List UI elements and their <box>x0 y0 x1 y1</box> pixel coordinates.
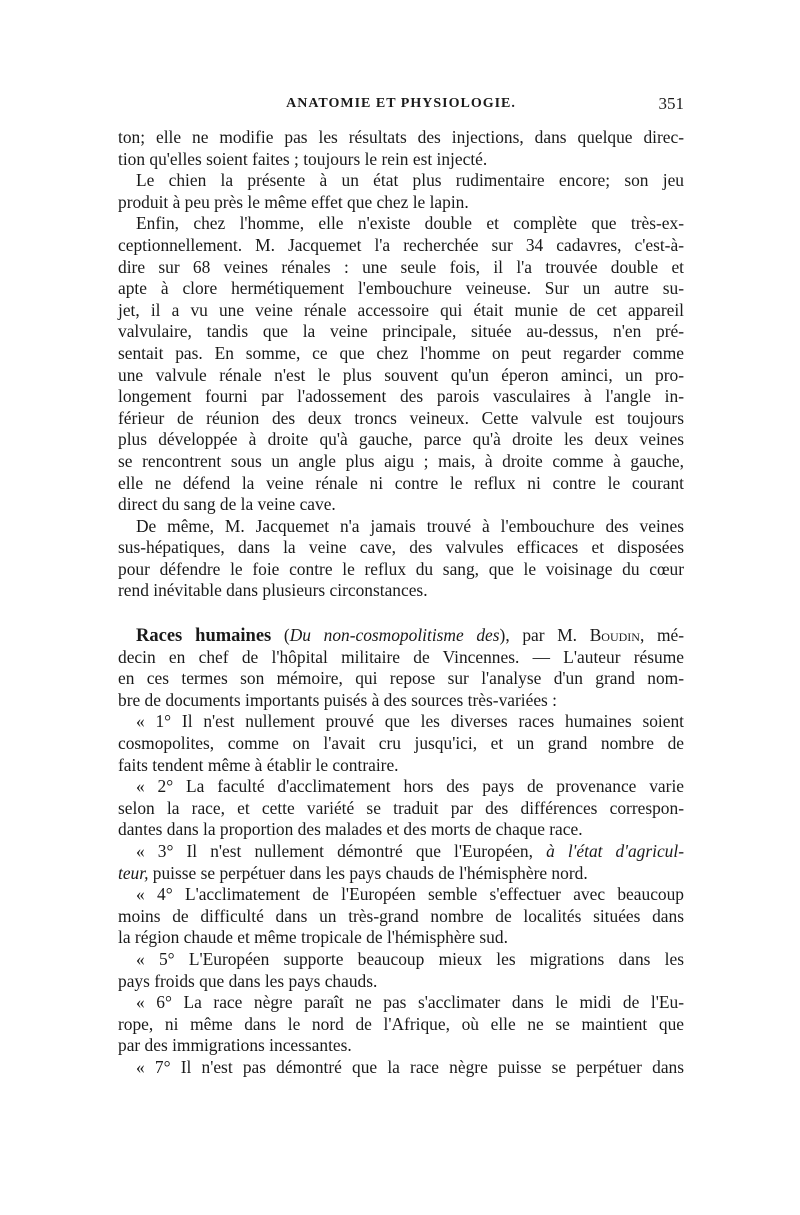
point-2 <box>118 776 684 841</box>
text-line: rope, ni même dans le nord de l'Afrique, où elle ne se maintient que <box>118 1013 684 1034</box>
heading-byline: ), par M. <box>499 625 590 646</box>
text-line: « 6° La race nègre paraît ne pas s'acclimater dans le midi de l'Eu- <box>136 992 684 1013</box>
paragraph-3 <box>118 213 684 515</box>
text-line: decin en chef de l'hôpital militaire de Vincennes. — L'auteur résume <box>118 646 684 667</box>
point-5 <box>118 949 684 992</box>
text-line: dantes dans la proportion des malades et des morts de chaque race. <box>118 819 583 840</box>
page-number: 351 <box>658 94 684 113</box>
text-line: jet, il a vu une veine rénale accessoire qui était munie de cet appareil <box>118 299 684 320</box>
text-line: De même, M. Jacquemet n'a jamais trouvé à l'embouchure des veines <box>136 515 684 536</box>
text-line: une valvule rénale n'est le plus souvent qu'un éperon aminci, un pro- <box>118 364 684 385</box>
text-line: plus développée à droite qu'à gauche, parce qu'à droite les deux veines <box>118 429 684 450</box>
body-text <box>118 127 684 1079</box>
paragraph-1 <box>118 127 684 170</box>
text-line: la région chaude et même tropicale de l'hémisphère sud. <box>118 927 508 948</box>
running-title: ANATOMIE ET PHYSIOLOGIE. <box>286 96 516 111</box>
point-3 <box>118 841 684 884</box>
text-line: moins de difficulté dans un très-grand nombre de localités situées dans <box>118 905 684 926</box>
heading-paren-open: ( <box>271 625 290 646</box>
section-heading-title: Du non-cosmopolitisme des <box>289 625 500 646</box>
point-6 <box>118 992 684 1057</box>
heading-line-end: , mé- <box>639 625 684 646</box>
text-line: selon la race, et cette variété se traduit par des différences correspon- <box>118 797 684 818</box>
point-3-start: « 3° Il n'est nullement démontré que l'Européen, <box>136 841 547 861</box>
text-line: cosmopolites, comme on l'avait cru jusqu'ici, et un grand nombre de <box>118 733 684 754</box>
paragraph-2 <box>118 170 684 213</box>
author-name: Boudin <box>589 625 640 646</box>
point-1 <box>118 711 684 776</box>
point-3-italic-cont: teur, <box>118 862 149 883</box>
text-line: rend inévitable dans plusieurs circonstances. <box>118 580 428 601</box>
point-3-italic: à l'état d'agricul- <box>546 841 684 861</box>
text-line: « 7° Il n'est pas démontré que la race nègre puisse se perpétuer dans <box>136 1056 684 1077</box>
point-4 <box>118 884 684 949</box>
text-line: pour défendre le foie contre le reflux du sang, que le voisinage du cœur <box>118 558 684 579</box>
text-line: longement fourni par l'adossement des parois vasculaires à l'angle in- <box>118 386 684 407</box>
text-line: direct du sang de la veine cave. <box>118 494 336 515</box>
text-line: apte à clore hermétiquement l'embouchure veineuse. Sur un autre su- <box>118 278 684 299</box>
point-7 <box>118 1057 684 1079</box>
text-line: tion qu'elles soient faites ; toujours le rein est injecté. <box>118 148 488 169</box>
text-line: Le chien la présente à un état plus rudimentaire encore; son jeu <box>136 170 684 191</box>
text-line: « 5° L'Européen supporte beaucoup mieux les migrations dans les <box>136 948 684 969</box>
section-races-humaines <box>118 625 684 711</box>
section-heading-line <box>118 625 684 647</box>
text-line: « 2° La faculté d'acclimatement hors des pays de provenance varie <box>136 776 684 797</box>
text-line: bre de documents importants puisés à des sources très-variées : <box>118 689 557 710</box>
paragraph-4 <box>118 516 684 602</box>
text-line: sus-hépatiques, dans la veine cave, des valvules efficaces et disposées <box>118 537 684 558</box>
text-line <box>118 863 684 885</box>
text-line: ton; elle ne modifie pas les résultats des injections, dans quelque direc- <box>118 127 684 147</box>
text-line: elle ne défend la veine rénale ni contre le reflux ni contre le courant <box>118 472 684 493</box>
text-line: en ces termes son mémoire, qui repose sur l'analyse d'un grand nom- <box>118 668 684 689</box>
text-line: sentait pas. En somme, ce que chez l'homme on peut regarder comme <box>118 342 684 363</box>
section-gap <box>118 602 684 625</box>
section-heading-term: Races humaines <box>136 626 272 647</box>
point-3-rest: puisse se perpétuer dans les pays chauds de l'hémisphère nord. <box>148 862 588 883</box>
text-line: férieur de réunion des deux troncs veineux. Cette valvule est toujours <box>118 407 684 428</box>
running-header <box>118 96 684 122</box>
text-line: par des immigrations incessantes. <box>118 1035 352 1056</box>
text-line: valvulaire, tandis que la veine principale, située au-dessus, n'en pré- <box>118 321 684 342</box>
text-line: « 1° Il n'est nullement prouvé que les diverses races humaines soient <box>136 711 684 732</box>
text-line: produit à peu près le même effet que chez le lapin. <box>118 191 469 212</box>
text-line: pays froids que dans les pays chauds. <box>118 970 378 991</box>
text-line: se rencontrent sous un angle plus aigu ; mais, à droite comme à gauche, <box>118 450 684 471</box>
text-line: « 4° L'acclimatement de l'Européen semble s'effectuer avec beaucoup <box>136 884 684 905</box>
text-line: ceptionnellement. M. Jacquemet l'a recherchée sur 34 cadavres, c'est-à- <box>118 234 684 255</box>
text-line: faits tendent même à établir le contraire. <box>118 754 399 775</box>
text-line: dire sur 68 veines rénales : une seule fois, il l'a trouvée double et <box>118 256 684 277</box>
text-line <box>118 841 684 863</box>
text-line: Enfin, chez l'homme, elle n'existe double et complète que très-ex- <box>136 213 684 234</box>
